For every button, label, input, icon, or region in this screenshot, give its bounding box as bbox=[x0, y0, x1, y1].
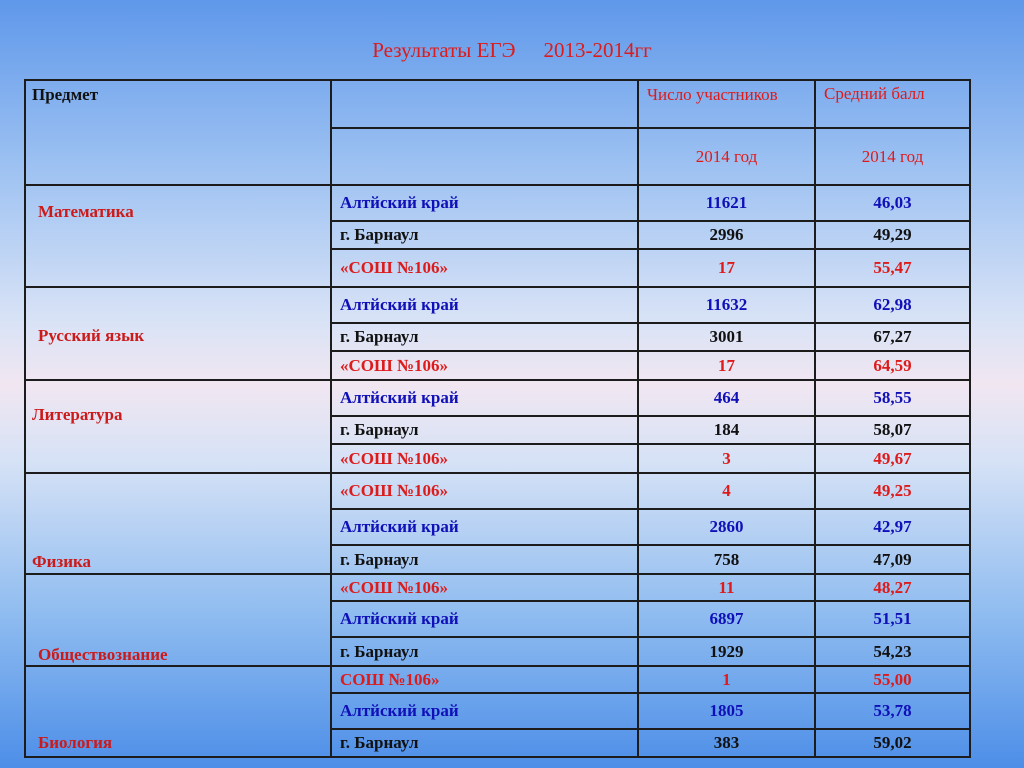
count-cell: 1929 bbox=[638, 637, 815, 666]
table-row bbox=[25, 473, 970, 509]
count-cell: 2996 bbox=[638, 221, 815, 249]
count-cell: 184 bbox=[638, 416, 815, 444]
count-cell: 17 bbox=[638, 351, 815, 380]
header-avg: Средний балл bbox=[815, 80, 970, 128]
header-year-participants: 2014 год bbox=[638, 128, 815, 185]
avg-cell: 46,03 bbox=[815, 185, 970, 221]
place-cell: Алтйский край bbox=[331, 509, 638, 545]
place-cell: г. Барнаул bbox=[331, 545, 638, 574]
table-row bbox=[25, 287, 970, 323]
header-subject: Предмет bbox=[25, 80, 331, 185]
header-empty-2 bbox=[331, 128, 638, 185]
subject-cell bbox=[25, 185, 331, 287]
header-row bbox=[25, 80, 970, 128]
avg-cell: 58,07 bbox=[815, 416, 970, 444]
header-empty bbox=[331, 80, 638, 128]
subject-name: Биология bbox=[38, 733, 113, 752]
subject-name: Обществознание bbox=[38, 645, 168, 664]
avg-cell: 51,51 bbox=[815, 601, 970, 637]
count-cell: 6897 bbox=[638, 601, 815, 637]
place-cell: Алтйский край bbox=[331, 185, 638, 221]
place-cell: Алтйский край bbox=[331, 380, 638, 416]
table-row bbox=[25, 666, 970, 693]
count-cell: 758 bbox=[638, 545, 815, 574]
count-cell: 4 bbox=[638, 473, 815, 509]
place-cell: Алтйский край bbox=[331, 601, 638, 637]
place-cell: г. Барнаул bbox=[331, 416, 638, 444]
avg-cell: 42,97 bbox=[815, 509, 970, 545]
avg-cell: 53,78 bbox=[815, 693, 970, 729]
count-cell: 11632 bbox=[638, 287, 815, 323]
place-cell: Алтйский край bbox=[331, 287, 638, 323]
title-years: 2013-2014гг bbox=[543, 38, 652, 62]
title-prefix: Результаты ЕГЭ bbox=[372, 38, 516, 62]
avg-cell: 67,27 bbox=[815, 323, 970, 351]
count-cell: 11621 bbox=[638, 185, 815, 221]
place-cell: г. Барнаул bbox=[331, 729, 638, 757]
place-cell: СОШ №106» bbox=[331, 666, 638, 693]
place-cell: «СОШ №106» bbox=[331, 444, 638, 473]
page-title bbox=[0, 38, 1024, 64]
avg-cell: 49,67 bbox=[815, 444, 970, 473]
place-cell: г. Барнаул bbox=[331, 637, 638, 666]
place-cell: г. Барнаул bbox=[331, 323, 638, 351]
place-cell: «СОШ №106» bbox=[331, 351, 638, 380]
count-cell: 1 bbox=[638, 666, 815, 693]
avg-cell: 64,59 bbox=[815, 351, 970, 380]
avg-cell: 48,27 bbox=[815, 574, 970, 601]
avg-cell: 62,98 bbox=[815, 287, 970, 323]
avg-cell: 47,09 bbox=[815, 545, 970, 574]
results-table bbox=[24, 79, 971, 758]
subject-name: Математика bbox=[38, 202, 134, 221]
count-cell: 464 bbox=[638, 380, 815, 416]
subject-cell bbox=[25, 380, 331, 473]
count-cell: 2860 bbox=[638, 509, 815, 545]
table-row bbox=[25, 380, 970, 416]
header-participants: Число участников bbox=[638, 80, 815, 128]
count-cell: 11 bbox=[638, 574, 815, 601]
place-cell: Алтйский край bbox=[331, 693, 638, 729]
avg-cell: 49,29 bbox=[815, 221, 970, 249]
count-cell: 3 bbox=[638, 444, 815, 473]
subject-cell bbox=[25, 287, 331, 380]
table-row bbox=[25, 185, 970, 221]
count-cell: 383 bbox=[638, 729, 815, 757]
subject-cell bbox=[25, 574, 331, 666]
avg-cell: 49,25 bbox=[815, 473, 970, 509]
subject-cell bbox=[25, 666, 331, 757]
subject-name: Русский язык bbox=[38, 326, 145, 345]
place-cell: «СОШ №106» bbox=[331, 574, 638, 601]
avg-cell: 54,23 bbox=[815, 637, 970, 666]
avg-cell: 59,02 bbox=[815, 729, 970, 757]
place-cell: «СОШ №106» bbox=[331, 473, 638, 509]
subject-name: Физика bbox=[32, 552, 92, 571]
avg-cell: 55,47 bbox=[815, 249, 970, 287]
count-cell: 1805 bbox=[638, 693, 815, 729]
place-cell: «СОШ №106» bbox=[331, 249, 638, 287]
table-row bbox=[25, 574, 970, 601]
count-cell: 3001 bbox=[638, 323, 815, 351]
avg-cell: 58,55 bbox=[815, 380, 970, 416]
subject-cell bbox=[25, 473, 331, 574]
place-cell: г. Барнаул bbox=[331, 221, 638, 249]
count-cell: 17 bbox=[638, 249, 815, 287]
avg-cell: 55,00 bbox=[815, 666, 970, 693]
subject-name: Литература bbox=[32, 405, 123, 424]
header-year-avg: 2014 год bbox=[815, 128, 970, 185]
